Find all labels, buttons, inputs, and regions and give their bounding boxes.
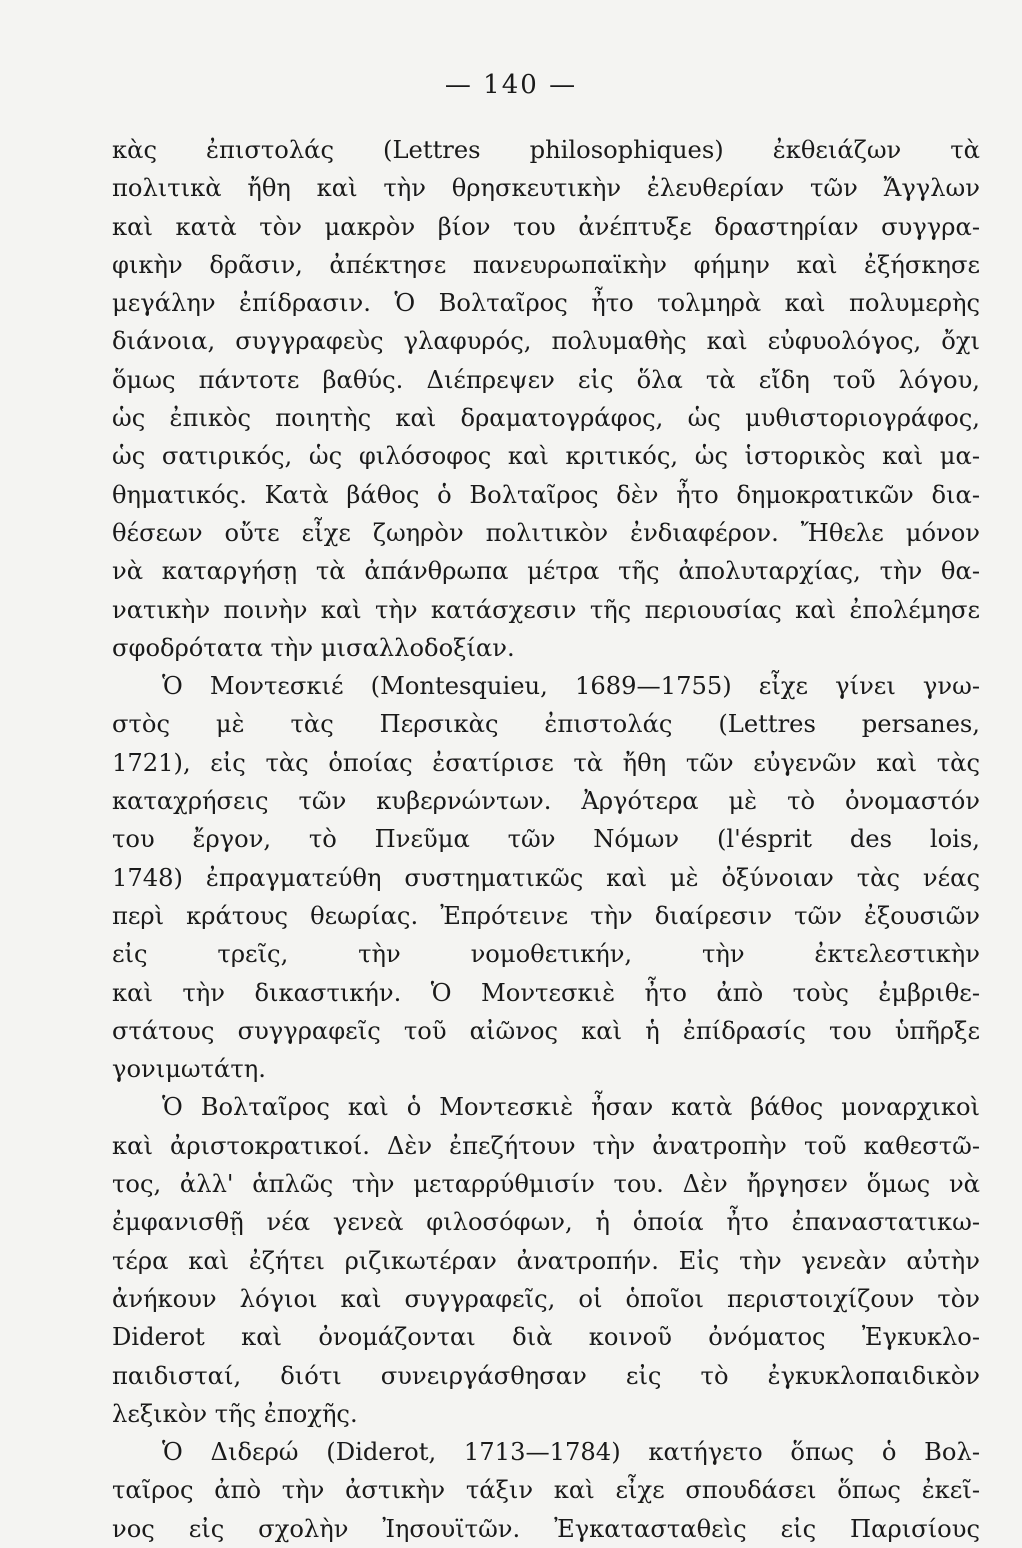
body-text: [112, 131, 980, 1548]
text-line: ταῖρος ἀπὸ τὴν ἀστικὴν τάξιν καὶ εἶχε σπουδάσει ὅπως ἐκεῖ-: [112, 1476, 980, 1505]
text-line: καὶ κατὰ τὸν μακρὸν βίον του ἀνέπτυξε δραστηρίαν συγγρα-: [112, 212, 980, 241]
text-line: στάτους συγγραφεῖς τοῦ αἰῶνος καὶ ἡ ἐπίδρασίς του ὑπῆρξε: [112, 1016, 980, 1045]
text-line: ὅμως πάντοτε βαθύς. Διέπρεψεν εἰς ὅλα τὰ εἴδη τοῦ λόγου,: [112, 365, 980, 394]
text-line: ἐμφανισθῇ νέα γενεὰ φιλοσόφων, ἡ ὁποία ἦτο ἐπαναστατικω-: [112, 1208, 980, 1237]
text-line: εἰς τρεῖς, τὴν νομοθετικήν, τὴν ἐκτελεστικὴν: [112, 940, 980, 969]
text-line: παιδισταί, διότι συνειργάσθησαν εἰς τὸ ἐγκυκλοπαιδικὸν: [112, 1361, 980, 1390]
text-line: Ὁ Διδερώ (Diderot, 1713—1784) κατήγετο ὅπως ὁ Βολ-: [162, 1438, 980, 1467]
text-line: νατικὴν ποινὴν καὶ τὴν κατάσχεσιν τῆς περιουσίας καὶ ἐπολέμησε: [112, 595, 980, 624]
text-line: ὡς σατιρικός, ὡς φιλόσοφος καὶ κριτικός, ὡς ἱστορικὸς καὶ μα-: [112, 442, 980, 471]
text-line: σφοδρότατα τὴν μισαλλοδοξίαν.: [112, 633, 515, 662]
text-line: κὰς ἐπιστολάς (Lettres philosophiques) ἐκθειάζων τὰ: [112, 136, 980, 164]
text-line: Ὁ Βολταῖρος καὶ ὁ Μοντεσκιὲ ἦσαν κατὰ βάθος μοναρχικοὶ: [162, 1093, 980, 1122]
text-line: γονιμωτάτη.: [112, 1055, 266, 1084]
page-number: — 140 —: [444, 70, 578, 100]
text-line: Diderot καὶ ὀνομάζονται διὰ κοινοῦ ὀνόματος Ἐγκυκλο-: [112, 1323, 980, 1352]
paragraph-voltaire: [112, 131, 980, 667]
text-line: περὶ κράτους θεωρίας. Ἐπρότεινε τὴν διαίρεσιν τῶν ἐξουσιῶν: [112, 901, 980, 930]
text-line: 1721), εἰς τὰς ὁποίας ἐσατίρισε τὰ ἤθη τῶν εὐγενῶν καὶ τὰς: [112, 748, 980, 777]
paragraph-diderot: [112, 1433, 980, 1548]
text-line: καὶ ἀριστοκρατικοί. Δὲν ἐπεζήτουν τὴν ἀνατροπὴν τοῦ καθεστῶ-: [112, 1131, 980, 1160]
text-line: καὶ τὴν δικαστικήν. Ὁ Μοντεσκιὲ ἦτο ἀπὸ τοὺς ἐμβριθε-: [112, 978, 980, 1007]
text-line: ἀνήκουν λόγιοι καὶ συγγραφεῖς, οἱ ὁποῖοι περιστοιχίζουν τὸν: [112, 1284, 980, 1313]
text-line: μεγάλην ἐπίδρασιν. Ὁ Βολταῖρος ἦτο τολμηρὰ καὶ πολυμερὴς: [112, 289, 980, 318]
paragraph-encyclopedists: [112, 1088, 980, 1433]
paragraph-montesquieu: [112, 667, 980, 1088]
text-line: ὡς ἐπικὸς ποιητὴς καὶ δραματογράφος, ὡς μυθιστοριογράφος,: [112, 404, 980, 433]
text-line: λεξικὸν τῆς ἐποχῆς.: [112, 1399, 358, 1428]
text-line: Ὁ Μοντεσκιέ (Montesquieu, 1689—1755) εἶχε γίνει γνω-: [162, 672, 980, 701]
text-line: θέσεων οὔτε εἶχε ζωηρὸν πολιτικὸν ἐνδιαφέρον. Ἤθελε μόνον: [112, 518, 980, 547]
text-line: στὸς μὲ τὰς Περσικὰς ἐπιστολάς (Lettres persanes,: [112, 710, 980, 739]
text-line: καταχρήσεις τῶν κυβερνώντων. Ἀργότερα μὲ τὸ ὀνομαστόν: [112, 787, 980, 816]
text-line: πολιτικὰ ἤθη καὶ τὴν θρησκευτικὴν ἐλευθερίαν τῶν Ἄγγλων: [112, 174, 980, 203]
text-line: του ἔργον, τὸ Πνεῦμα τῶν Νόμων (l'ésprit des lois,: [112, 825, 980, 854]
text-line: τος, ἀλλ' ἁπλῶς τὴν μεταρρύθμισίν του. Δὲν ἤργησεν ὅμως νὰ: [112, 1170, 980, 1199]
text-line: νὰ καταργήσῃ τὰ ἀπάνθρωπα μέτρα τῆς ἀπολυταρχίας, τὴν θα-: [112, 557, 980, 586]
text-line: διάνοια, συγγραφεὺς γλαφυρός, πολυμαθὴς καὶ εὐφυολόγος, ὄχι: [112, 327, 980, 356]
text-line: θηματικός. Κατὰ βάθος ὁ Βολταῖρος δὲν ἦτο δημοκρατικῶν δια-: [112, 480, 980, 509]
text-line: νος εἰς σχολὴν Ἰησουϊτῶν. Ἐγκατασταθεὶς εἰς Παρισίους: [112, 1514, 980, 1543]
text-line: τέρα καὶ ἐζήτει ριζικωτέραν ἀνατροπήν. Εἰς τὴν γενεὰν αὐτὴν: [112, 1246, 980, 1275]
text-line: 1748) ἐπραγματεύθη συστηματικῶς καὶ μὲ ὀξύνοιαν τὰς νέας: [112, 863, 980, 892]
text-line: φικὴν δρᾶσιν, ἀπέκτησε πανευρωπαϊκὴν φήμην καὶ ἐξήσκησε: [112, 250, 980, 279]
